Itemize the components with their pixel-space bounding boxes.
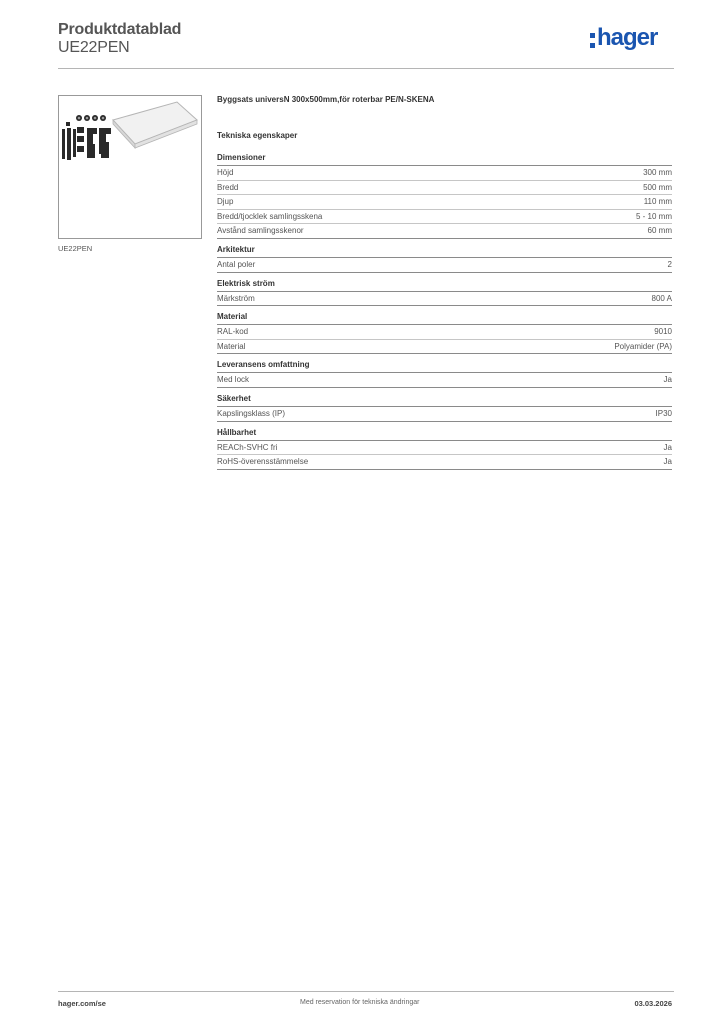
spec-label: Material — [217, 341, 246, 351]
spec-value: 5 - 10 mm — [635, 211, 672, 221]
section-title: Elektrisk ström — [217, 279, 672, 292]
document-title: Produktdatablad — [58, 21, 182, 38]
section-dimensioner — [217, 153, 672, 239]
spec-row — [217, 373, 672, 388]
section-leveransens-omfattning — [217, 360, 672, 388]
spec-value: 9010 — [654, 327, 672, 337]
product-image — [58, 95, 202, 239]
footer-website-link[interactable]: hager.com/se — [58, 999, 106, 1008]
spec-value: IP30 — [655, 408, 672, 418]
section-arkitektur — [217, 245, 672, 273]
spec-row — [217, 210, 672, 225]
spec-value: 500 mm — [643, 182, 672, 192]
product-name: Byggsats universN 300x500mm,för roterbar PE/N-SKENA — [217, 95, 435, 104]
spec-row — [217, 181, 672, 196]
spec-label: Bredd — [217, 182, 239, 192]
tech-specs-heading: Tekniska egenskaper — [217, 131, 298, 140]
spec-value: Ja — [663, 375, 672, 385]
spec-label: Djup — [217, 197, 234, 207]
spec-row — [217, 325, 672, 340]
footer-date: 03.03.2026 — [634, 999, 672, 1008]
logo-dots-icon — [590, 33, 596, 53]
spec-row — [217, 441, 672, 456]
spec-row — [217, 455, 672, 470]
footer-divider — [58, 991, 674, 992]
section-hallbarhet — [217, 428, 672, 470]
section-title: Leveransens omfattning — [217, 360, 672, 373]
spec-row — [217, 292, 672, 307]
spec-value: 300 mm — [643, 168, 672, 177]
section-title: Dimensioner — [217, 153, 672, 166]
spec-label: Med lock — [217, 375, 250, 385]
section-title: Säkerhet — [217, 394, 672, 407]
spec-value: 800 A — [651, 293, 672, 303]
product-code: UE22PEN — [58, 39, 130, 56]
section-material — [217, 312, 672, 354]
logo-text: hager — [597, 24, 658, 51]
spec-label: Bredd/tjocklek samlingsskena — [217, 211, 323, 221]
spec-value: 110 mm — [643, 197, 672, 207]
spec-label: RAL-kod — [217, 327, 249, 337]
section-title: Hållbarhet — [217, 428, 672, 441]
spec-label: RoHS-överensstämmelse — [217, 457, 309, 467]
image-caption: UE22PEN — [58, 244, 93, 253]
spec-value: Polyamider (PA) — [614, 341, 672, 351]
spec-row — [217, 340, 672, 355]
spec-content — [217, 95, 672, 470]
spec-value: 60 mm — [647, 226, 672, 236]
section-sakerhet — [217, 394, 672, 422]
spec-row — [217, 407, 672, 422]
product-kit-illustration — [59, 96, 201, 238]
spec-label: Kapslingsklass (IP) — [217, 408, 286, 418]
spec-value: Ja — [663, 457, 672, 467]
spec-label: REACh-SVHC fri — [217, 442, 278, 452]
section-title: Arkitektur — [217, 245, 672, 258]
spec-value: Ja — [663, 442, 672, 452]
spec-value: 2 — [667, 259, 672, 269]
spec-label: Höjd — [217, 168, 234, 177]
section-title: Material — [217, 312, 672, 325]
section-elektrisk-strom — [217, 279, 672, 307]
spec-label: Märkström — [217, 293, 255, 303]
spec-row — [217, 166, 672, 181]
hager-logo — [590, 24, 674, 58]
spec-row — [217, 258, 672, 273]
spec-label: Avstånd samlingsskenor — [217, 226, 304, 236]
spec-label: Antal poler — [217, 259, 256, 269]
header-divider — [58, 68, 674, 69]
footer-disclaimer: Med reservation för tekniska ändringar — [300, 999, 420, 1006]
spec-row — [217, 195, 672, 210]
spec-row — [217, 224, 672, 239]
